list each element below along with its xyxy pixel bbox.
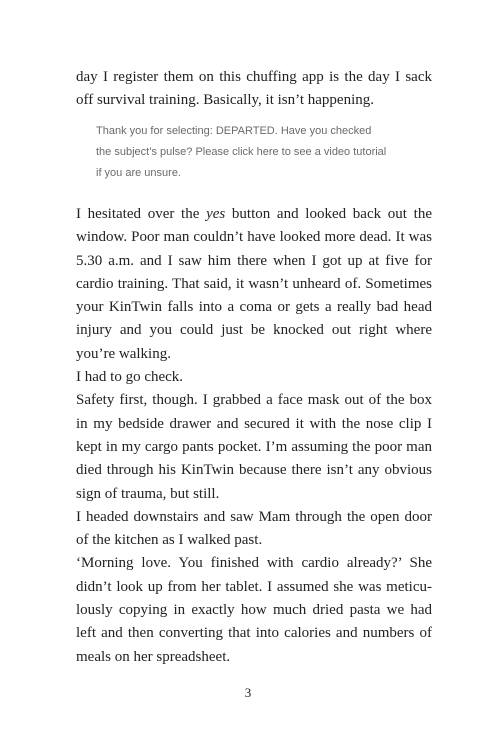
paragraph-hesitated-end: button and looked back out the window. Poor man couldn’t have looked more dead. It was 5.30 a.m. and I saw him there when I got up at five for cardio training. That said, it wasn’t unheard of. Sometimes your KinTwin falls into a coma or gets a really bad head injury and you could just be knocked out right where you’re walking. <box>76 206 432 362</box>
app-message-line-1: Thank you for selecting: DEPARTED. Have you checked <box>96 125 372 137</box>
opening-paragraph: day I register them on this chuffing app is the day I sack off survival training. Basically, it isn’t happening. <box>76 69 432 109</box>
main-text-block <box>76 203 432 669</box>
paragraph-morning-love: ‘Morning love. You finished with cardio already?’ She didn’t look up from her tablet. I assumed she was meticulously copying in exactly how much dried pasta we had left and then converting that into calories and numbers of meals on her spreadsheet. <box>76 555 432 665</box>
paragraph-headed-downstairs: I headed downstairs and saw Mam through the open door of the kitchen as I walked past. <box>76 508 432 549</box>
app-message-line-3: if you are unsure. <box>96 167 181 179</box>
paragraph-hesitated-start: I hesitated over the <box>76 206 207 222</box>
paragraph-hesitated <box>76 203 432 366</box>
app-notification-message <box>96 121 426 184</box>
paragraph-hesitated-emphasis: yes <box>206 206 226 222</box>
paragraph-go-check: I had to go check. <box>76 369 184 386</box>
page-number: 3 <box>244 685 252 700</box>
paragraph-safety-first: Safety first, though. I grabbed a face mask out of the box in my bedside drawer and secured it with the nose clip I kept in my cargo pants pocket. I’m assuming the poor man died through his KinTwin because there isn’t any obvious sign of trauma, but still. <box>76 392 432 502</box>
opening-paragraph-block <box>76 66 432 113</box>
app-message-line-2: the subject’s pulse? Please click here to see a video tutorial <box>96 146 387 158</box>
